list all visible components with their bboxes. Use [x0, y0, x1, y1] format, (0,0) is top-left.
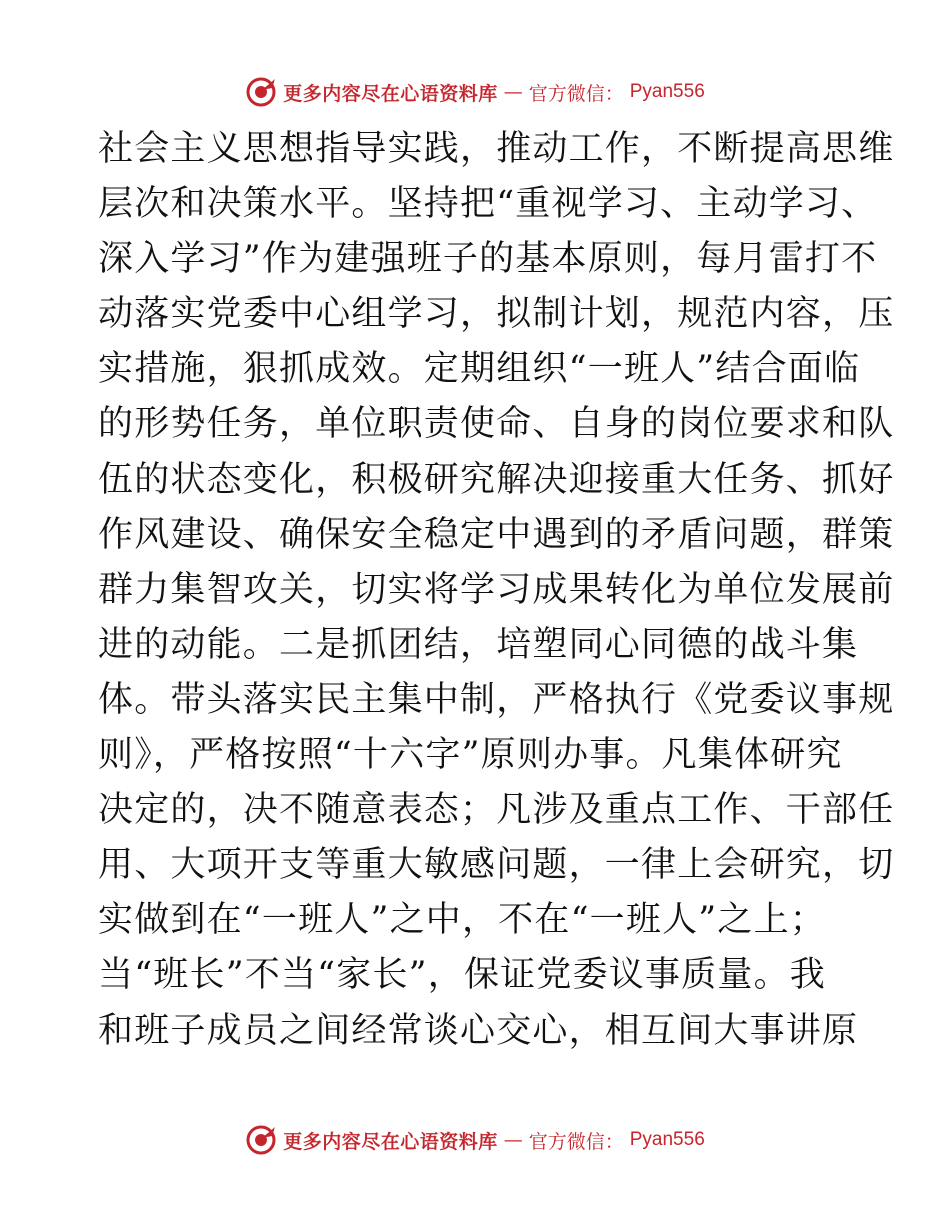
body-line: 用、大项开支等重大敏感问题，一律上会研究，切: [98, 845, 895, 886]
body-line: 伍的状态变化，积极研究解决迎接重大任务、抓好: [98, 459, 895, 500]
body-line: 深入学习”作为建强班子的基本原则，每月雷打不: [98, 239, 878, 280]
banner-brand-text: 更多内容尽在心语资料库: [283, 82, 498, 105]
banner-brand-text: 更多内容尽在心语资料库: [283, 1130, 498, 1153]
banner-official-label: 官方微信：: [528, 1130, 624, 1153]
body-line: 社会主义思想指导实践，推动工作，不断提高思维: [98, 129, 895, 169]
body-line: 进的动能。二是抓团结，培塑同心同德的战斗集: [98, 624, 859, 665]
body-line: 体。带头落实民主集中制，严格执行《党委议事规: [98, 679, 895, 720]
brand-logo-icon: [245, 76, 277, 108]
body-line: 的形势任务，单位职责使命、自身的岗位要求和队: [98, 404, 895, 445]
body-line: 动落实党委中心组学习，拟制计划，规范内容，压: [98, 294, 895, 335]
header-banner: [0, 72, 950, 112]
body-line: 当“班长”不当“家长”，保证党委议事质量。我: [98, 955, 826, 996]
banner-dash: —: [503, 81, 523, 103]
body-line: 群力集智攻关，切实将学习成果转化为单位发展前: [98, 569, 895, 610]
body-line: 和班子成员之间经常谈心交心，相互间大事讲原: [98, 1010, 859, 1051]
body-line: 作风建设、确保安全稳定中遇到的矛盾问题，群策: [98, 514, 895, 555]
footer-banner: [0, 1120, 950, 1160]
brand-logo-icon: [245, 1124, 277, 1156]
body-line: 则》，严格按照“十六字”原则办事。凡集体研究: [98, 735, 843, 776]
document-body: [98, 122, 895, 1059]
body-line: 实做到在“一班人”之中，不在“一班人”之上；: [98, 900, 826, 941]
body-line: 层次和决策水平。坚持把“重视学习、主动学习、: [98, 184, 878, 225]
banner-wechat-id: Pyan556: [629, 81, 705, 102]
body-line: 实措施，狠抓成效。定期组织“一班人”结合面临: [98, 349, 861, 390]
banner-dash: —: [503, 1129, 523, 1151]
banner-wechat-id: Pyan556: [629, 1129, 705, 1150]
body-line: 决定的，决不随意表态；凡涉及重点工作、干部任: [98, 790, 895, 831]
banner-official-label: 官方微信：: [528, 82, 624, 105]
